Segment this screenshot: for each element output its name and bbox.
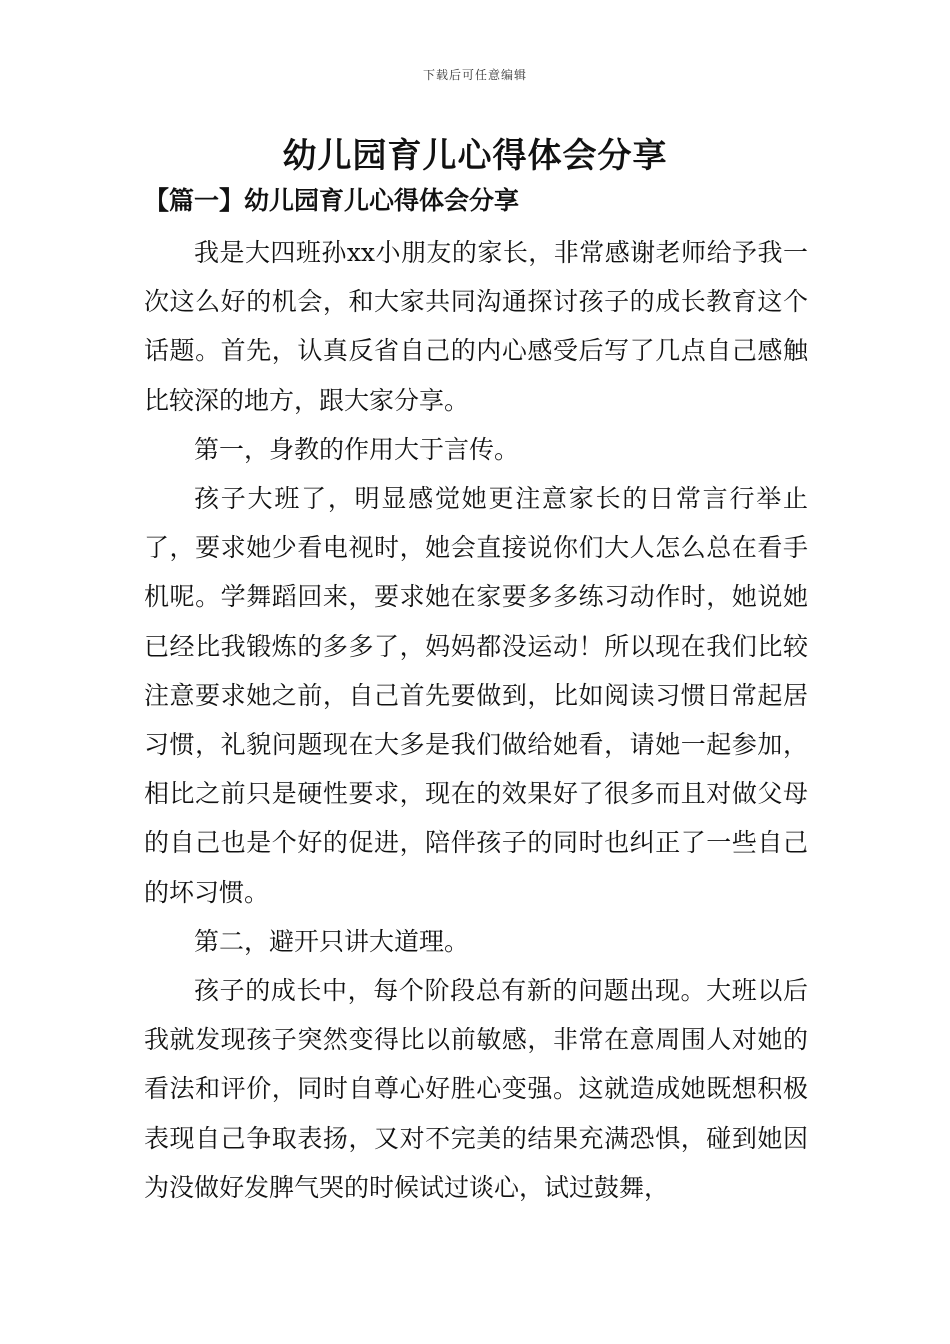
- paragraph: 孩子大班了，明显感觉她更注意家长的日常言行举止了，要求她少看电视时，她会直接说你们大人怎么总在看手机呢。学舞蹈回来，要求她在家要多多练习动作时，她说她已经比我锻炼的多多了，妈妈都没运动！所以现在我们比较注意要求她之前，自己首先要做到，比如阅读习惯日常起居习惯，礼貌问题现在大多是我们做给她看，请她一起参加，相比之前只是硬性要求，现在的效果好了很多而且对做父母的自己也是个好的促进，陪伴孩子的同时也纠正了一些自己的坏习惯。: [144, 484, 808, 907]
- paragraph: 孩子的成长中，每个阶段总有新的问题出现。大班以后我就发现孩子突然变得比以前敏感，非常在意周围人对她的看法和评价，同时自尊心好胜心变强。这就造成她既想积极表现自己争取表扬，又对不完美的结果充满恐惧，碰到她因为没做好发脾气哭的时候试过谈心，试过鼓舞，: [144, 976, 808, 1202]
- paragraph: 第二，避开只讲大道理。: [194, 926, 470, 956]
- paragraph: 我是大四班孙xx小朋友的家长，非常感谢老师给予我一次这么好的机会，和大家共同沟通探讨孩子的成长教育这个话题。首先，认真反省自己的内心感受后写了几点自己感触比较深的地方，跟大家分享。: [144, 238, 808, 415]
- section-heading: 【篇一】幼儿园育儿心得体会分享: [144, 186, 520, 215]
- paragraph: 第一，身教的作用大于言传。: [194, 434, 520, 464]
- document-title: 幼儿园育儿心得体会分享: [282, 136, 668, 176]
- document-body: [144, 228, 808, 1212]
- header-note: 下载后可任意编辑: [422, 68, 527, 82]
